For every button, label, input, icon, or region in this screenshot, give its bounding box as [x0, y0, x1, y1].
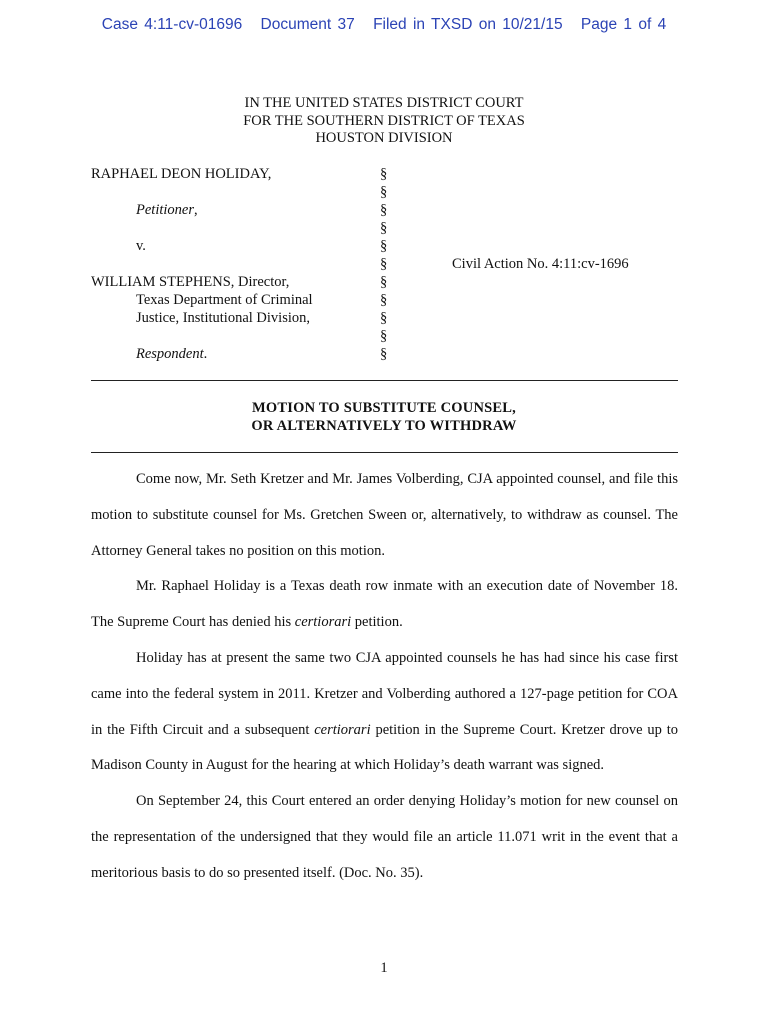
respondent-role-line: Respondent.: [136, 346, 208, 362]
section-mark: §: [380, 256, 388, 272]
motion-title: [0, 399, 768, 435]
ecf-filing-header: [0, 16, 768, 34]
section-mark: §: [380, 166, 388, 182]
section-mark: §: [380, 220, 388, 236]
petitioner-role-line: Petitioner,: [136, 202, 198, 218]
section-mark: §: [380, 310, 388, 326]
section-mark: §: [380, 292, 388, 308]
petitioner-role: Petitioner: [136, 202, 194, 218]
paragraph-1: Come now, Mr. Seth Kretzer and Mr. James Volberding, CJA appointed counsel, and file this motion to substitute counsel for Ms. Gretchen Sween or, alternatively, to withdraw as counsel. The Attorney General takes no position on this motion.: [91, 471, 678, 559]
respondent-role: Respondent: [136, 346, 204, 362]
respondent-division: Justice, Institutional Division,: [136, 310, 310, 326]
section-mark: §: [380, 346, 388, 362]
motion-body: [91, 462, 678, 892]
court-heading: [0, 95, 768, 148]
petitioner-name: RAPHAEL DEON HOLIDAY,: [91, 166, 272, 182]
paragraph-3-text-a: Holiday has at present the same two CJA appointed counsels he has had since his case first came into the federal system in 2011. Kretzer and Volberding authored a 127-page petition for COA in the Fifth Circuit and a subsequent: [91, 649, 678, 738]
page-number: 1: [380, 960, 388, 976]
paragraph-2-italic: certiorari: [294, 614, 352, 631]
respondent-agency: Texas Department of Criminal: [136, 292, 313, 308]
court-line-1: IN THE UNITED STATES DISTRICT COURT: [244, 95, 524, 111]
section-mark: §: [380, 328, 388, 344]
civil-action-number: Civil Action No. 4:11:cv-1696: [452, 256, 629, 272]
paragraph-2-text-b: petition.: [351, 614, 403, 631]
paragraph-3-text-b: petition in the Supreme Court. Kretzer drove up to Madison County in August for the hearing at which Holiday’s death warrant was signed.: [91, 721, 678, 774]
title-rule-bottom: [91, 452, 678, 453]
versus: v.: [136, 238, 146, 254]
paragraph-2-text-a: Mr. Raphael Holiday is a Texas death row inmate with an execution date of November 18. The Supreme Court has denied his: [91, 578, 678, 631]
title-rule-top: [91, 380, 678, 381]
filed-date: Filed in TXSD on 10/21/15: [373, 16, 563, 33]
section-mark: §: [380, 202, 388, 218]
paragraph-2: [91, 569, 678, 641]
court-line-2: FOR THE SOUTHERN DISTRICT OF TEXAS: [243, 112, 525, 129]
paragraph-3: [91, 641, 678, 784]
section-mark: §: [380, 238, 388, 254]
section-mark: §: [380, 274, 388, 290]
document-number: Document 37: [260, 16, 355, 33]
paragraph-4: On September 24, this Court entered an order denying Holiday’s motion for new counsel on the representation of the undersigned that they would file an article 11.071 writ in the event that a meritorious basis to do so presented itself. (Doc. No. 35).: [91, 793, 678, 881]
court-line-3: HOUSTON DIVISION: [315, 130, 453, 146]
paragraph-3-italic: certiorari: [314, 721, 371, 738]
respondent-name: WILLIAM STEPHENS, Director,: [91, 274, 290, 290]
section-mark: §: [380, 184, 388, 200]
motion-title-line-2: OR ALTERNATIVELY TO WITHDRAW: [251, 418, 517, 434]
case-number: Case 4:11-cv-01696: [101, 16, 243, 33]
motion-title-line-1: MOTION TO SUBSTITUTE COUNSEL,: [252, 400, 516, 416]
page-indicator: Page 1 of 4: [580, 16, 667, 33]
